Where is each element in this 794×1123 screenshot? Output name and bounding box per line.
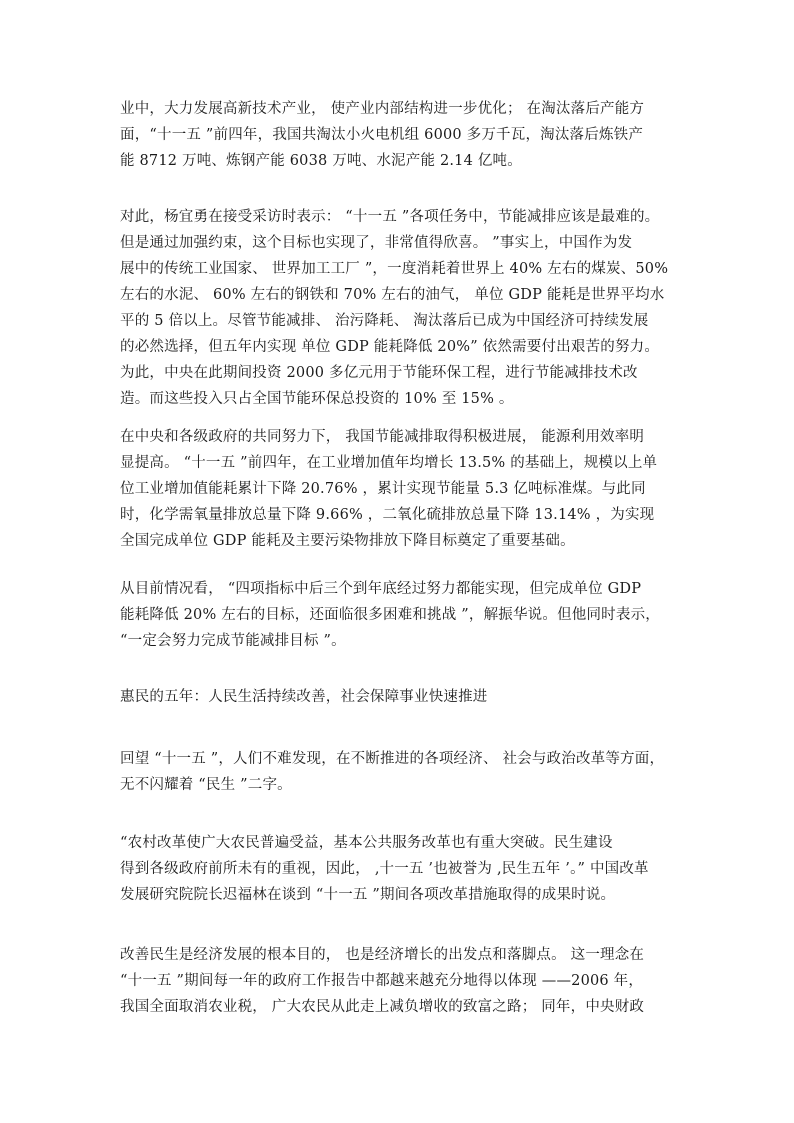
text-line: 左右的水泥、 60% 左右的钢铁和 70% 左右的油气， 单位 GDP 能耗是世界平均水: [120, 287, 665, 303]
text-line: 在中央和各级政府的共同努力下， 我国节能减排取得积极进展， 能源利用效率明: [120, 429, 645, 445]
section-heading: [120, 684, 680, 710]
text-line: 能耗降低 20% 左右的目标，还面临很多困难和挑战 ”，解振华说。但他同时表示，: [120, 607, 660, 623]
text-line: 得到各级政府前所未有的重视，因此， ‚十一五 ’也被誉为 ‚民生五年 ’。” 中国改革: [120, 861, 649, 877]
text-line: 为此，中央在此期间投资 2000 多亿元用于节能环保工程，进行节能减排技术改: [120, 365, 638, 381]
text-line: “一定会努力完成节能减排目标 ”。: [120, 633, 346, 649]
text-line: 从目前情况看， “四项指标中后三个到年底经过努力都能实现，但完成单位 GDP: [120, 581, 642, 597]
text-line: 能 8712 万吨、炼钢产能 6038 万吨、水泥产能 2.14 亿吨。: [120, 153, 522, 169]
paragraph-livelihood-purpose: [120, 942, 680, 1020]
text-line: “十一五 ”期间每一年的政府工作报告中都越来越充分地得以体现 ——2006 年，: [120, 973, 644, 989]
text-line: 发展研究院院长迟福林在谈到 “十一五 ”期间各项改革措施取得的成果时说。: [120, 887, 616, 903]
paragraph-yang-yiyong-quote: [120, 204, 680, 412]
text-line: 平的 5 倍以上。尽管节能减排、 治污降耗、 淘汰落后已成为中国经济可持续发展: [120, 313, 649, 329]
paragraph-capacity-elimination: [120, 96, 680, 174]
text-line: 面，“十一五 ”前四年，我国共淘汰小火电机组 6000 多万千瓦，淘汰落后炼铁产: [120, 127, 644, 143]
text-line: 改善民生是经济发展的根本目的， 也是经济增长的出发点和落脚点。 这一理念在: [120, 947, 645, 963]
section-heading-text: 惠民的五年：人民生活持续改善，社会保障事业快速推进: [120, 689, 488, 705]
paragraph-xie-zhenhua-quote: [120, 576, 680, 654]
text-line: 造。而这些投入只占全国节能环保总投资的 10% 至 15% 。: [120, 391, 514, 407]
text-line: 无不闪耀着 “民生 ”二字。: [120, 777, 292, 793]
paragraph-chi-fulin-quote: [120, 830, 680, 908]
text-line: 回望 “十一五 ”，人们不难发现，在不断推进的各项经济、 社会与政治改革等方面，: [120, 751, 665, 767]
text-line: 位工业增加值能耗累计下降 20.76% ，累计实现节能量 5.3 亿吨标准煤。与此同: [120, 481, 646, 497]
text-line: 展中的传统工业国家、 世界加工工厂 ”，一度消耗着世界上 40% 左右的煤炭、50%: [120, 261, 669, 277]
paragraph-energy-progress: [120, 424, 680, 554]
text-line: 时，化学需氧量排放总量下降 9.66% ，二氧化硫排放总量下降 13.14% ，为实现: [120, 507, 655, 523]
text-line: 我国全面取消农业税， 广大农民从此走上减负增收的致富之路； 同年，中央财政: [120, 999, 645, 1015]
text-line: 的必然选择，但五年内实现 单位 GDP 能耗降低 20%” 依然需要付出艰苦的努力。: [120, 339, 660, 355]
paragraph-review-livelihood: [120, 746, 680, 798]
text-line: 对此，杨宜勇在接受采访时表示： “十一五 ”各项任务中，节能减排应该是最难的。: [120, 209, 660, 225]
text-line: “农村改革使广大农民普遍受益，基本公共服务改革也有重大突破。民生建设: [120, 835, 613, 851]
text-line: 全国完成单位 GDP 能耗及主要污染物排放下降目标奠定了重要基础。: [120, 533, 575, 549]
text-line: 显提高。 “十一五 ”前四年，在工业增加值年均增长 13.5% 的基础上，规模以上单: [120, 455, 658, 471]
text-line: 业中，大力发展高新技术产业， 使产业内部结构进一步优化； 在淘汰落后产能方: [120, 101, 645, 117]
text-line: 但是通过加强约束，这个目标也实现了，非常值得欣喜。 ”事实上，中国作为发: [120, 235, 633, 251]
